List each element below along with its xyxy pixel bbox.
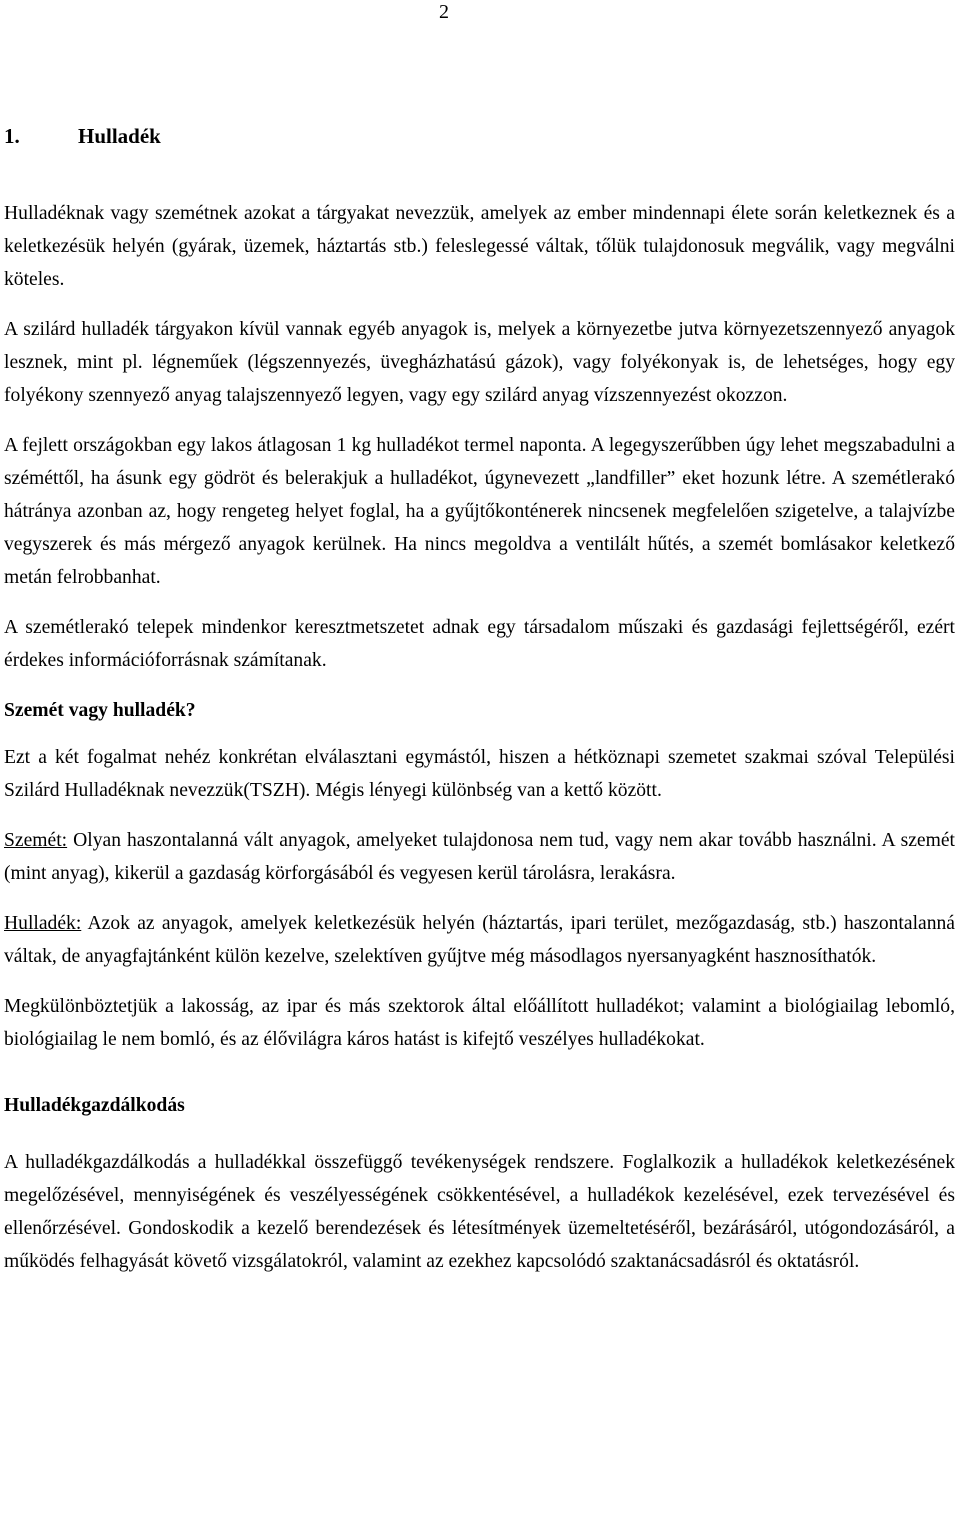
- chapter-number: 1.: [4, 124, 20, 148]
- definition-hulladek-text: Azok az anyagok, amelyek keletkezésük helyén (háztartás, ipari terület, mezőgazdaság, stb.) haszontalanná váltak, de anyagfajtánként külön kezelve, szelektíven gyűjtve még másodlagos nyersanyagként hasznosíthatók.: [4, 913, 955, 967]
- paragraph-terms-intro: Ezt a két fogalmat nehéz konkrétan elválasztani egymástól, hiszen a hétköznapi szemetet szakmai szóval Települési Szilárd Hulladéknak nevezzük(TSZH). Mégis lényegi különbség van a kettő között.: [4, 747, 955, 801]
- section-heading-management: Hulladékgazdálkodás: [4, 1095, 185, 1116]
- definition-szemet-text: Olyan haszontalanná vált anyagok, amelyeket tulajdonosa nem tud, vagy nem akar tovább használni. A szemét (mint anyag), kikerül a gazdaság körforgásából és vegyesen kerül tárolásra, lerakásra.: [4, 830, 955, 884]
- paragraph-waste-categories: Megkülönböztetjük a lakosság, az ipar és más szektorok által előállított hulladékot; valamint a biológiailag lebomló, biológiailag le nem bomló, és az élővilágra káros hatást is kifejtő veszélyes hulladékokat.: [4, 996, 955, 1050]
- paragraph-definition-szemet: [4, 824, 955, 890]
- page-content: [4, 120, 955, 1295]
- chapter-heading: [4, 120, 955, 152]
- page-number: 2: [439, 1, 449, 23]
- term-hulladek: Hulladék:: [4, 913, 82, 934]
- paragraph-landfill-information: A szemétlerakó telepek mindenkor keresztmetszetet adnak egy társadalom műszaki és gazdasági fejlettségéről, ezért érdekes információforrásnak számítanak.: [4, 617, 955, 671]
- paragraph-landfill: A fejlett országokban egy lakos átlagosan 1 kg hulladékot termel naponta. A legegyszerűbben úgy lehet megszabadulni a széméttől, ha ásunk egy gödröt és belerakjuk a hulladékot, úgynevezett „landfiller” eket hozunk létre. A szemétlerakó hátránya azonban az, hogy rengeteg helyet foglal, ha a gyűjtőkonténerek nincsenek megfelelően szigetelve, a talajvízbe vegyszerek és más mérgező anyagok kerülnek. Ha nincs megoldva a ventilált hűtés, a szemét bomlásakor keletkező metán felrobbanhat.: [4, 435, 955, 588]
- paragraph-definition-hulladek: [4, 907, 955, 973]
- chapter-title: Hulladék: [78, 124, 161, 148]
- paragraph-definition-of-waste: Hulladéknak vagy szemétnek azokat a tárgyakat nevezzük, amelyek az ember mindennapi élete során keletkeznek és a keletkezésük helyén (gyárak, üzemek, háztartás stb.) feleslegessé váltak, tőlük tulajdonosuk megválik, vagy megválni köteles.: [4, 203, 955, 290]
- term-szemet: Szemét:: [4, 830, 68, 851]
- section-heading-question: Szemét vagy hulladék?: [4, 700, 196, 721]
- paragraph-waste-management: A hulladékgazdálkodás a hulladékkal összefüggő tevékenységek rendszere. Foglalkozik a hulladékok keletkezésének megelőzésével, mennyiségének és veszélyességének csökkentésével, a hulladékok kezelésével, ezek tervezésével és ellenőrzésével. Gondoskodik a kezelő berendezések és létesítmények üzemeltetéséről, bezárásáról, utógondozásáról, a működés felhagyását követő vizsgálatokról, valamint az ezekhez kapcsolódó szaktanácsadásról és oktatásról.: [4, 1152, 955, 1272]
- paragraph-pollutants: A szilárd hulladék tárgyakon kívül vannak egyéb anyagok is, melyek a környezetbe jutva környezetszennyező anyagok lesznek, mint pl. légneműek (légszennyezés, üvegházhatású gázok), vagy folyékonyak is, de lehetséges, hogy egy folyékony szennyező anyag talajszennyező legyen, vagy egy szilárd anyag vízszennyezést okozzon.: [4, 319, 955, 406]
